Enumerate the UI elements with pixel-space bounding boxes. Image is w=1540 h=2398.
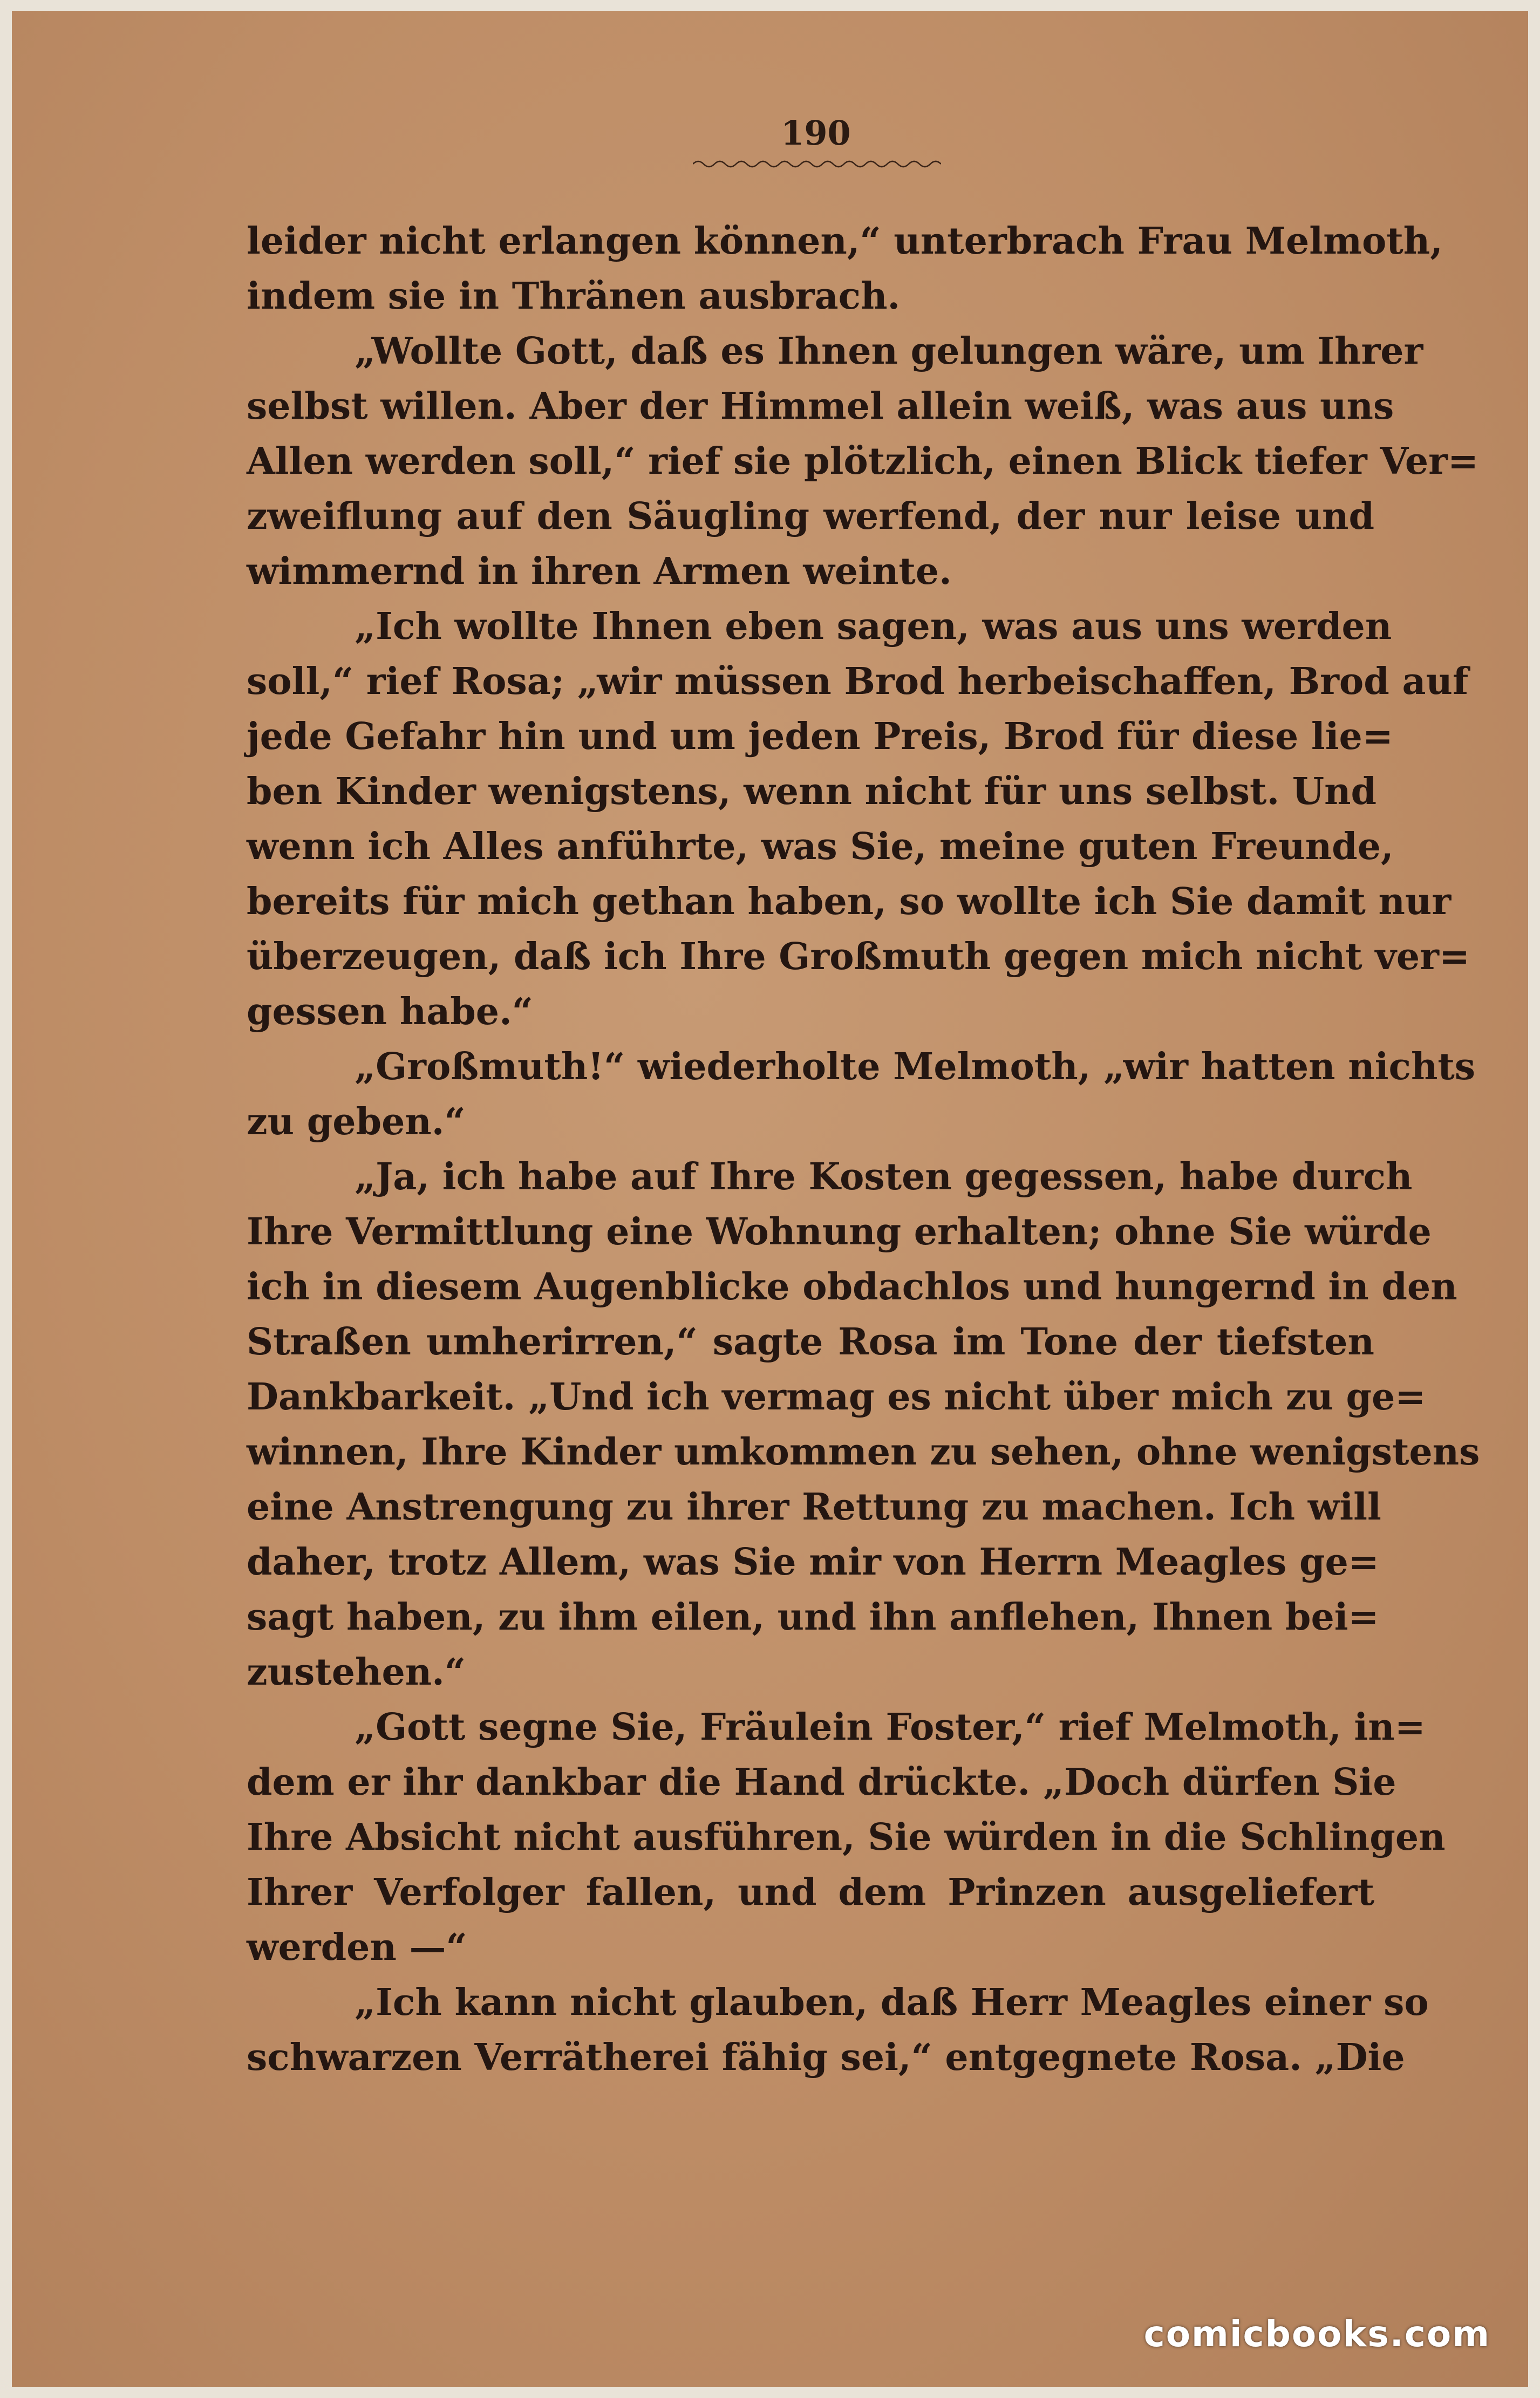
body-text xyxy=(247,214,1480,2085)
text-line: dem er ihr dankbar die Hand drückte. „Doch dürfen Sie xyxy=(247,1761,1396,1804)
text-line: Allen werden soll,“ rief sie plötzlich, einen Blick tiefer Ver= xyxy=(247,440,1478,483)
text-line: werden —“ xyxy=(247,1926,467,1969)
text-line: „Gott segne Sie, Fräulein Foster,“ rief Melmoth, in= xyxy=(355,1706,1426,1749)
text-line: soll,“ rief Rosa; „wir müssen Brod herbeischaffen, Brod auf xyxy=(247,660,1469,703)
text-line: ich in diesem Augenblicke obdachlos und hungernd in den xyxy=(247,1265,1457,1309)
text-line: wimmernd in ihren Armen weinte. xyxy=(247,550,952,593)
decorative-rule xyxy=(693,158,941,169)
text-line: schwarzen Verrätherei fähig sei,“ entgegnete Rosa. „Die xyxy=(247,2036,1405,2079)
watermark: comicbooks.com xyxy=(1143,2313,1490,2355)
text-line: ben Kinder wenigstens, wenn nicht für uns selbst. Und xyxy=(247,770,1377,813)
text-line: zustehen.“ xyxy=(247,1651,466,1694)
text-line: „Ich wollte Ihnen eben sagen, was aus uns werden xyxy=(355,605,1392,648)
text-line: „Großmuth!“ wiederholte Melmoth, „wir hatten nichts xyxy=(355,1045,1476,1088)
text-line: Ihrer Verfolger fallen, und dem Prinzen ausgeliefert xyxy=(247,1871,1374,1914)
text-line: leider nicht erlangen können,“ unterbrach Frau Melmoth, xyxy=(247,220,1443,263)
text-line: „Wollte Gott, daß es Ihnen gelungen wäre, um Ihrer xyxy=(355,330,1423,373)
text-line: winnen, Ihre Kinder umkommen zu sehen, ohne wenigstens xyxy=(247,1430,1480,1474)
text-line: selbst willen. Aber der Himmel allein weiß, was aus uns xyxy=(247,385,1394,428)
text-line: wenn ich Alles anführte, was Sie, meine guten Freunde, xyxy=(247,825,1394,868)
text-line: jede Gefahr hin und um jeden Preis, Brod für diese lie= xyxy=(247,715,1393,758)
book-page xyxy=(12,11,1528,2387)
text-line: zweiflung auf den Säugling werfend, der nur leise und xyxy=(247,495,1374,538)
text-line: überzeugen, daß ich Ihre Großmuth gegen mich nicht ver= xyxy=(247,935,1470,978)
text-line: gessen habe.“ xyxy=(247,990,533,1033)
text-line: Ihre Vermittlung eine Wohnung erhalten; ohne Sie würde xyxy=(247,1210,1432,1254)
text-line: indem sie in Thränen ausbrach. xyxy=(247,275,901,318)
text-line: „Ich kann nicht glauben, daß Herr Meagles einer so xyxy=(355,1981,1429,2024)
text-line: bereits für mich gethan haben, so wollte ich Sie damit nur xyxy=(247,880,1452,923)
text-line: sagt haben, zu ihm eilen, und ihn anflehen, Ihnen bei= xyxy=(247,1596,1379,1639)
text-line: Ihre Absicht nicht ausführen, Sie würden in die Schlingen xyxy=(247,1816,1446,1859)
page-number: 190 xyxy=(781,113,851,153)
text-line: Straßen umherirren,“ sagte Rosa im Tone der tiefsten xyxy=(247,1320,1374,1364)
text-line: zu geben.“ xyxy=(247,1100,466,1143)
text-line: eine Anstrengung zu ihrer Rettung zu machen. Ich will xyxy=(247,1486,1381,1529)
text-line: „Ja, ich habe auf Ihre Kosten gegessen, habe durch xyxy=(355,1155,1413,1198)
text-line: Dankbarkeit. „Und ich vermag es nicht über mich zu ge= xyxy=(247,1375,1426,1419)
text-line: daher, trotz Allem, was Sie mir von Herrn Meagles ge= xyxy=(247,1541,1379,1584)
